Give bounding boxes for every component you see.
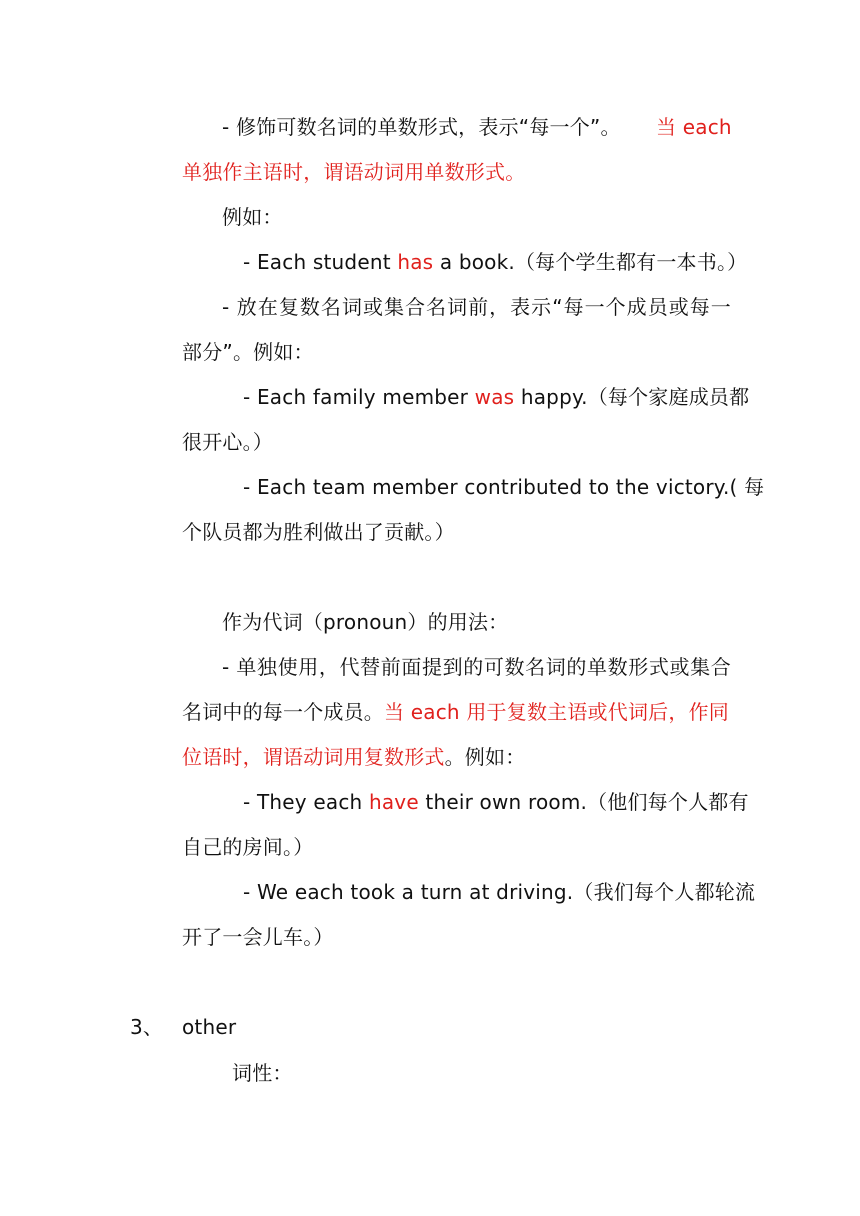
- text-run: - 修饰可数名词的单数形式，表示“每一个”。: [222, 115, 621, 139]
- subheading: 作为代词（pronoun）的用法：: [222, 610, 509, 634]
- paragraph-line-1: [222, 112, 621, 142]
- highlight-verb: was: [474, 385, 515, 409]
- paragraph-line: 名词中的每一个成员。当 each 用于复数主语或代词后，作同: [182, 700, 729, 724]
- highlight-text: 单独作主语时，谓语动词用单数形式。: [182, 160, 526, 184]
- highlight-text: 当 each: [656, 115, 732, 139]
- paragraph-line: 部分”。例如：: [182, 340, 314, 364]
- highlight-verb: has: [397, 250, 434, 274]
- example-sentence: - Each team member contributed to the victory.( 每: [243, 475, 765, 499]
- highlight-text: 当 each 用于复数主语或代词后，作同: [384, 700, 729, 724]
- example-label: 例如：: [222, 205, 283, 229]
- paragraph-line: - 放在复数名词或集合名词前，表示“每一个成员或每一: [222, 295, 731, 319]
- part-of-speech-label: 词性：: [232, 1061, 293, 1085]
- example-sentence-cont: 个队员都为胜利做出了贡献。）: [182, 520, 455, 544]
- section-title: other: [182, 1015, 237, 1039]
- paragraph-line: 位语时，谓语动词用复数形式。例如：: [182, 745, 526, 769]
- highlight-verb: have: [368, 790, 419, 814]
- example-sentence: - We each took a turn at driving.（我们每个人都轮流: [243, 880, 756, 904]
- example-sentence-cont: 自己的房间。）: [182, 835, 314, 859]
- example-sentence-cont: 很开心。）: [182, 430, 273, 454]
- highlight-text: 位语时，谓语动词用复数形式: [182, 745, 445, 769]
- example-sentence: - Each family member was happy.（每个家庭成员都: [243, 385, 750, 409]
- example-sentence: - Each student has a book.（每个学生都有一本书。）: [243, 250, 748, 274]
- example-sentence: - They each have their own room.（他们每个人都有: [243, 790, 749, 814]
- example-sentence-cont: 开了一会儿车。）: [182, 925, 334, 949]
- section-number: 3、: [130, 1015, 164, 1039]
- paragraph-line: - 单独使用，代替前面提到的可数名词的单数形式或集合: [222, 655, 731, 679]
